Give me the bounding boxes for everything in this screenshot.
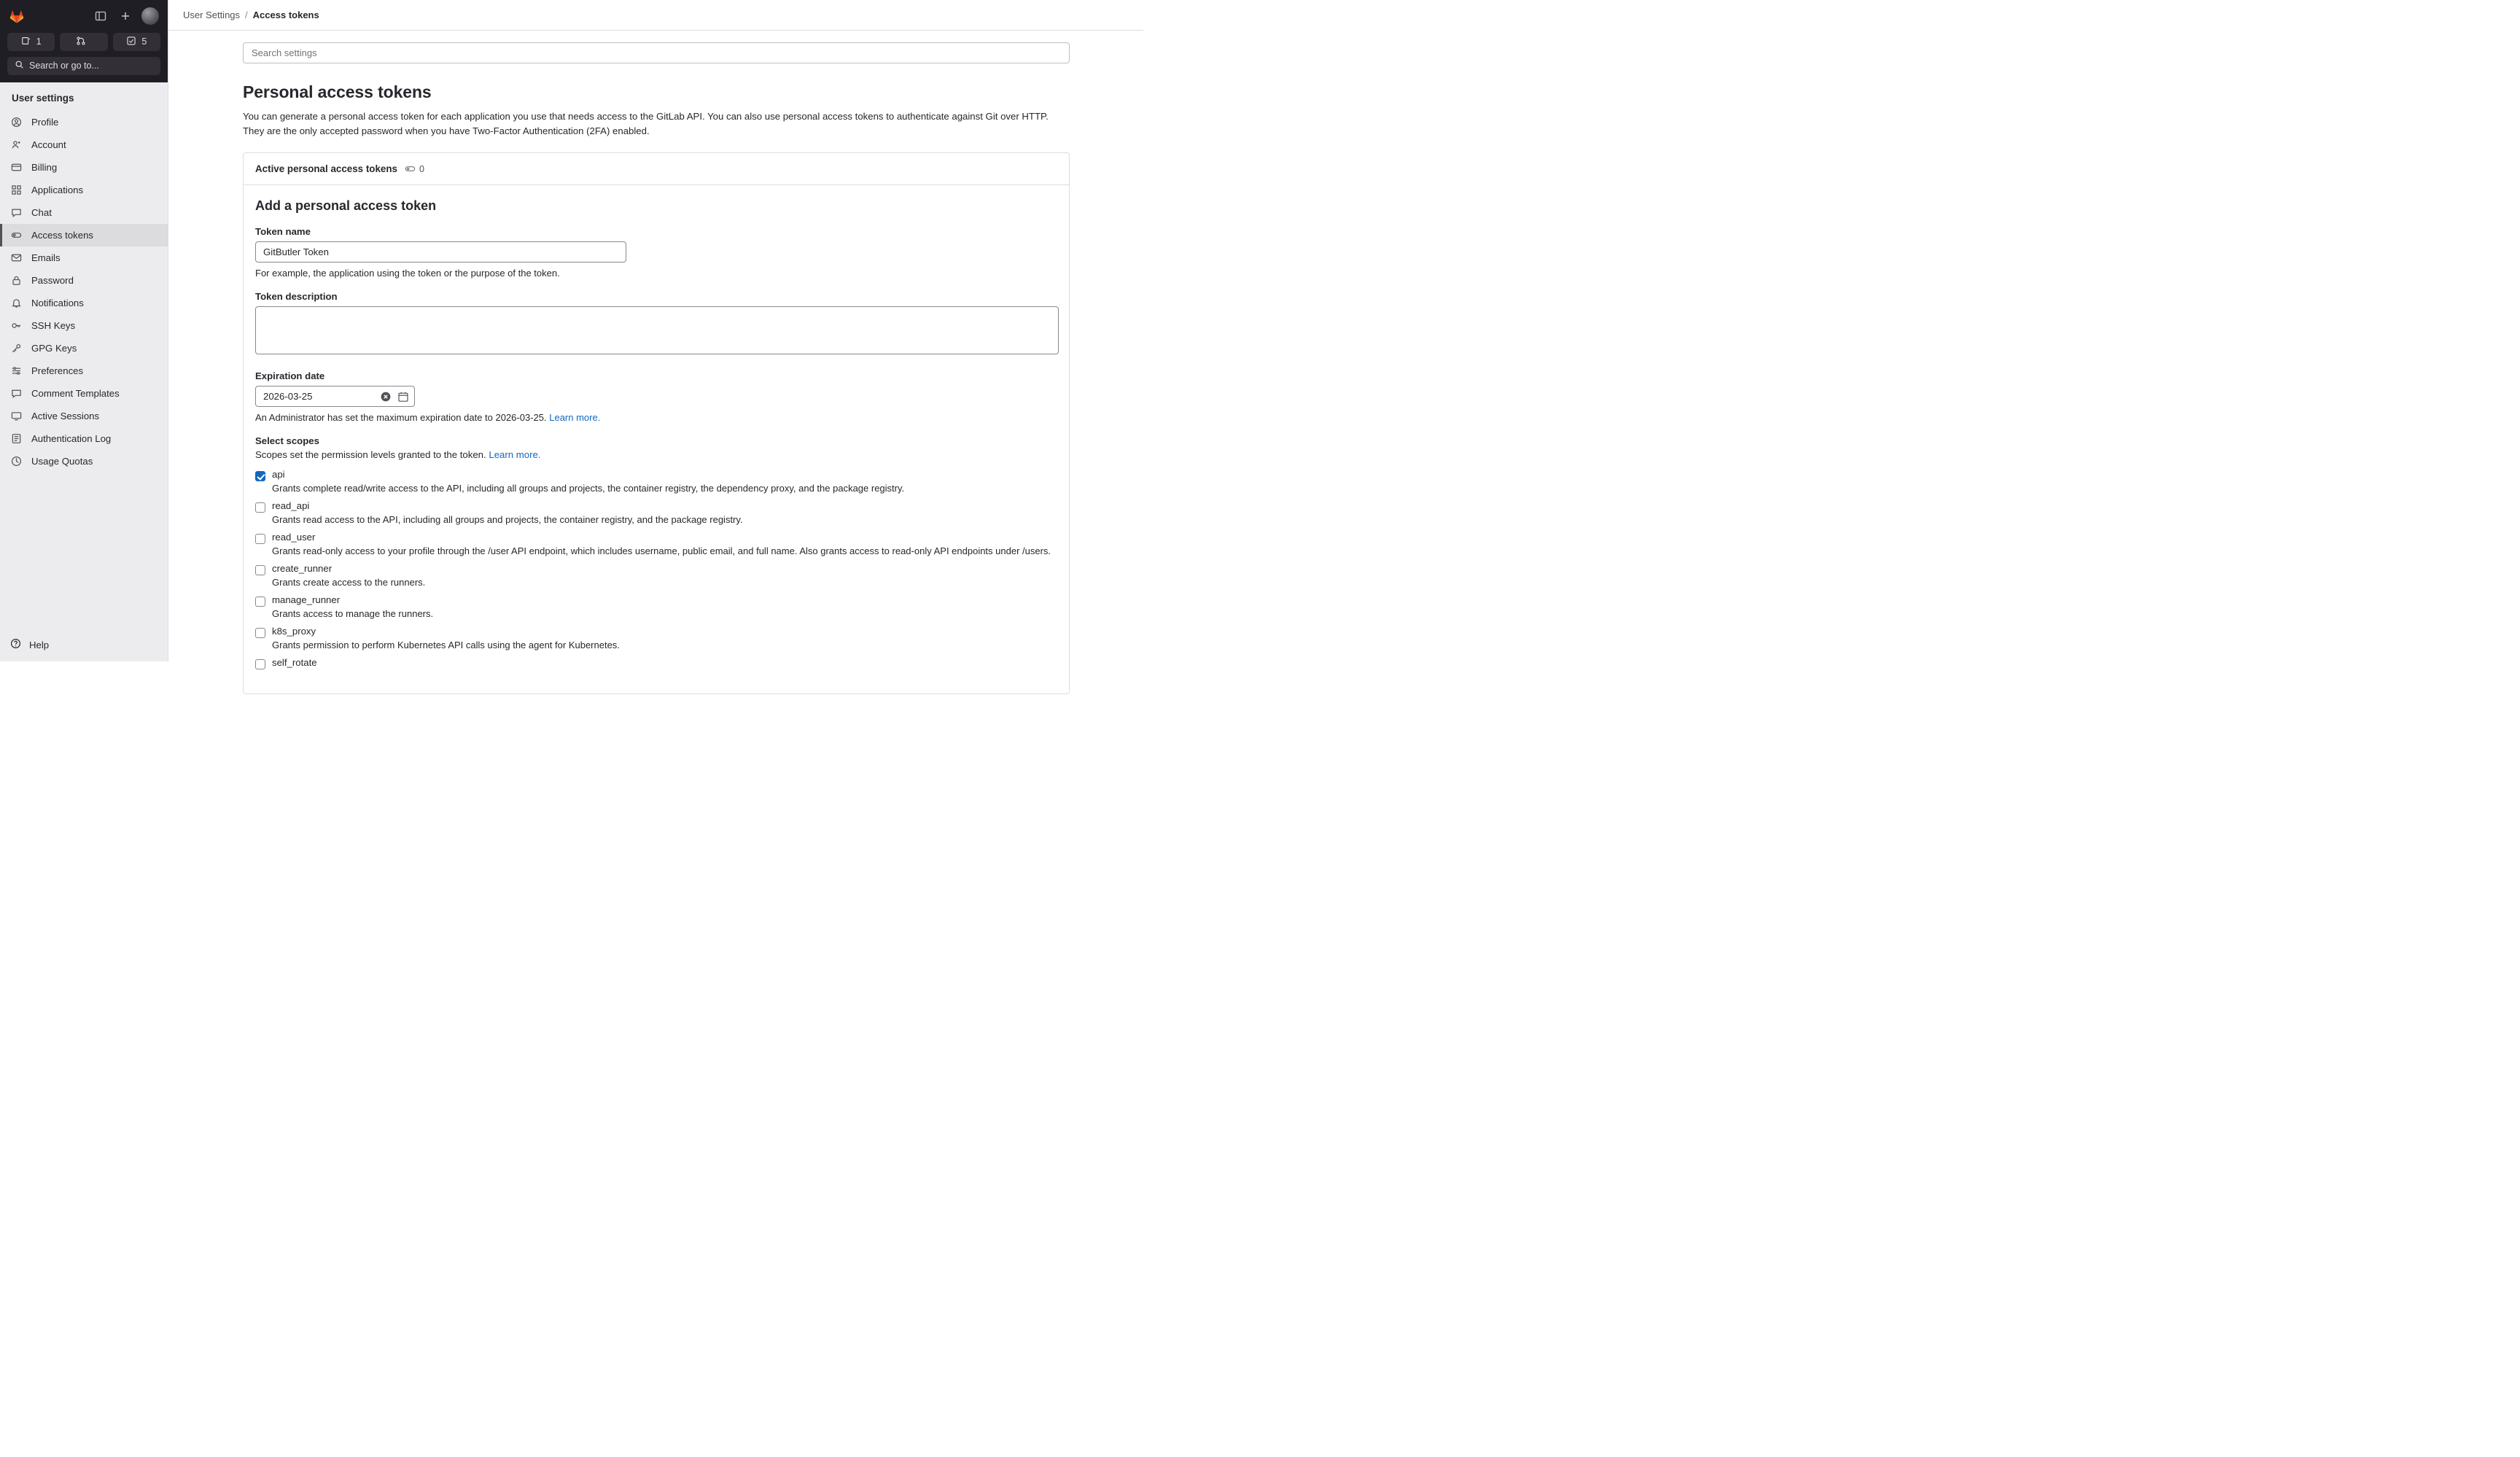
merge-request-icon [76,36,86,48]
sidebar-item-authentication-log[interactable] [0,427,168,450]
sidebar-top-panel [0,0,168,82]
scope-line [255,563,1057,575]
scope-name: api [272,469,285,480]
lock-icon [10,274,23,287]
sidebar-search-label: Search or go to... [29,61,99,71]
sidebar-item-label: Comment Templates [31,388,120,399]
token-description-input[interactable] [255,306,1059,354]
panel-header-badge-count: 0 [419,163,424,174]
sidebar-item-gpg-keys[interactable] [0,337,168,360]
sidebar-item-label: SSH Keys [31,320,76,331]
sidebar-item-label: Account [31,139,66,150]
sidebar-item-emails[interactable] [0,246,168,269]
scope-name: self_rotate [272,657,317,668]
token-name-input[interactable] [255,241,626,263]
email-icon [10,252,23,264]
scope-description: Grants read-only access to your profile through the /user API endpoint, which includes username, public email, and full name. Also grants access to read-only API endpoints under /users. [272,545,1051,556]
preferences-icon [10,365,23,377]
merge-requests-count[interactable] [60,33,107,51]
calendar-icon[interactable] [397,390,410,403]
sidebar-item-label: Chat [31,207,52,218]
token-badge-icon [405,163,416,174]
scopes-subtitle-text: Scopes set the permission levels granted to the token. [255,449,486,460]
gitlab-logo-icon[interactable] [7,7,26,26]
scope-name: k8s_proxy [272,626,316,637]
page-intro: You can generate a personal access token for each application you use that needs access to the GitLab API. You can also use personal access tokens to authenticate against Git over HTTP. They are the only accepted password when you have Two-Factor Authentication (2FA) enabled. [243,111,1049,136]
sidebar-item-password[interactable] [0,269,168,292]
scope-description: Grants create access to the runners. [272,577,426,588]
token-description-field [255,291,1057,358]
sidebar-item-profile[interactable] [0,111,168,133]
main-content [168,0,1143,668]
sidebar-item-comment-templates[interactable] [0,382,168,405]
settings-content [168,31,1143,694]
scopes-title: Select scopes [255,435,319,446]
expiration-date-field [255,370,1057,423]
status-badge [405,163,424,174]
bell-icon [10,297,23,309]
expiration-help [255,412,1057,423]
scopes-learn-more-link[interactable]: Learn more. [489,449,541,460]
scope-checkbox-create-runner[interactable] [255,565,265,575]
sidebar-top-row [7,6,160,27]
scope-row-manage-runner [255,594,1057,621]
scope-description: Grants read access to the API, including all groups and projects, the container registry, and the package registry. [272,514,743,525]
scope-description: Grants permission to perform Kubernetes API calls using the agent for Kubernetes. [272,640,620,650]
scope-name: read_api [272,500,310,511]
sidebar-search-button[interactable] [7,57,160,75]
sidebar-item-notifications[interactable] [0,292,168,314]
scope-checkbox-manage-runner[interactable] [255,597,265,607]
search-settings-input[interactable] [243,42,1070,63]
expiration-date-wrapper[interactable] [255,386,415,407]
token-name-help: For example, the application using the token or the purpose of the token. [255,268,560,279]
scope-name: create_runner [272,563,332,574]
todos-count-value: 5 [141,36,147,47]
sidebar-item-label: Profile [31,117,59,128]
scope-checkbox-self-rotate[interactable] [255,659,265,669]
breadcrumb-current: Access tokens [252,9,319,20]
scope-description: Grants complete read/write access to the API, including all groups and projects, the container registry, the dependency proxy, and the package registry. [272,483,905,494]
scope-row-read-user [255,532,1057,558]
scopes-section [255,435,1057,669]
scope-description: Grants access to manage the runners. [272,608,434,619]
panel-header-title: Active personal access tokens [255,163,398,174]
sidebar-item-access-tokens[interactable] [0,224,168,246]
breadcrumb [168,0,1143,31]
sidebar-item-label: Preferences [31,365,84,376]
profile-icon [10,116,23,128]
token-name-label: Token name [255,226,311,237]
panel-header [244,153,1069,185]
sidebar-item-chat[interactable] [0,201,168,224]
sidebar-item-label: Emails [31,252,61,263]
scope-line [255,594,1057,607]
sidebar-nav [0,111,168,632]
scope-row-read-api [255,500,1057,527]
page-title: Personal access tokens [243,82,432,101]
scope-checkbox-read-api[interactable] [255,502,265,513]
form-title: Add a personal access token [255,198,437,213]
scope-name: manage_runner [272,594,341,605]
sidebar-item-usage-quotas[interactable] [0,450,168,473]
account-icon [10,139,23,151]
issues-count[interactable] [7,33,55,51]
scope-row-k8s-proxy [255,626,1057,652]
token-icon [10,229,23,241]
help-label: Help [29,639,50,650]
sidebar-item-applications[interactable] [0,179,168,201]
expiration-learn-more-link[interactable]: Learn more. [549,412,601,423]
sidebar-item-label: GPG Keys [31,343,77,354]
quota-icon [10,455,23,467]
help-button[interactable] [0,632,168,657]
expiration-date-input[interactable] [263,391,375,402]
sidebar-item-label: Usage Quotas [31,456,93,467]
token-name-field [255,226,1057,279]
scope-line [255,532,1057,544]
sidebar-item-label: Billing [31,162,58,173]
sidebar-item-account[interactable] [0,133,168,156]
sidebar-item-label: Password [31,275,74,286]
scope-checkbox-api[interactable] [255,471,265,481]
clear-icon[interactable] [379,390,392,403]
avatar[interactable] [140,7,160,26]
search-icon [15,60,24,71]
sidebar-item-active-sessions[interactable] [0,405,168,427]
plus-icon[interactable] [115,7,136,26]
help-icon [10,638,21,651]
sidebar-toggle-icon[interactable] [90,7,111,26]
sidebar-item-label: Notifications [31,298,84,308]
token-description-label: Token description [255,291,338,302]
scope-checkbox-read-user[interactable] [255,534,265,544]
sidebar-counts-row [7,33,160,51]
scope-line [255,626,1057,638]
active-tokens-panel [243,152,1070,694]
sessions-icon [10,410,23,422]
log-icon [10,432,23,445]
scope-checkbox-k8s-proxy[interactable] [255,628,265,638]
sidebar-item-label: Authentication Log [31,433,112,444]
sidebar-item-label: Access tokens [31,230,94,241]
scope-line [255,500,1057,513]
scope-row-create-runner [255,563,1057,589]
scopes-subtitle [255,449,1057,460]
scope-line [255,657,1057,669]
scope-line [255,469,1057,481]
issues-icon [21,36,31,48]
scope-row-self-rotate [255,657,1057,669]
user-avatar [141,7,159,25]
scope-name: read_user [272,532,316,543]
expiration-help-text: An Administrator has set the maximum expiration date to 2026-03-25. [255,412,547,423]
gpg-key-icon [10,342,23,354]
sidebar-item-preferences[interactable] [0,360,168,382]
add-token-form [244,185,1069,693]
chat-icon [10,206,23,219]
key-icon [10,319,23,332]
sidebar-item-label: Applications [31,184,84,195]
sidebar-item-label: Active Sessions [31,411,100,421]
breadcrumb-parent[interactable]: User Settings [183,9,241,20]
billing-icon [10,161,23,174]
sidebar-item-ssh-keys[interactable] [0,314,168,337]
todo-icon [126,36,136,48]
scope-row-api [255,469,1057,495]
sidebar-item-billing[interactable] [0,156,168,179]
breadcrumb-separator: / [245,9,248,20]
expiration-date-label: Expiration date [255,370,325,381]
comment-icon [10,387,23,400]
sidebar [0,0,168,661]
sidebar-section-title: User settings [12,93,74,104]
todos-count[interactable] [113,33,160,51]
issues-count-value: 1 [36,36,42,47]
applications-icon [10,184,23,196]
